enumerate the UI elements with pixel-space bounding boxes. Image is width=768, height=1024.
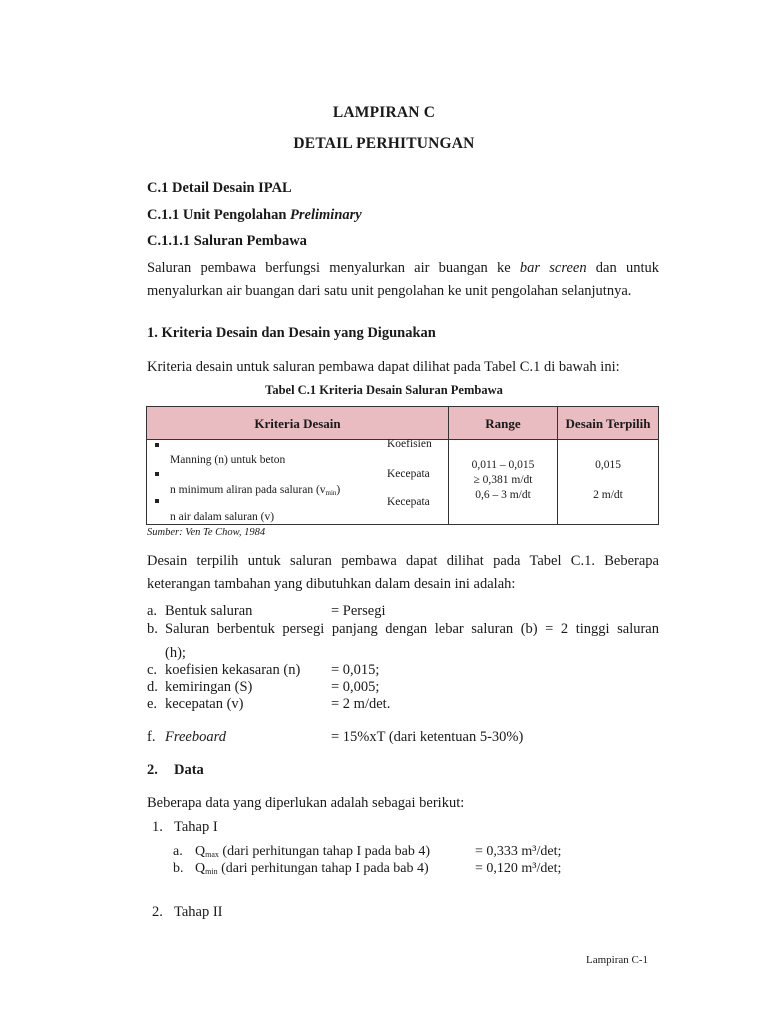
- range-3: 0,6 – 3 m/dt: [475, 489, 531, 501]
- list-label-a: Bentuk saluran: [165, 603, 253, 619]
- tahap1-item-a-marker: a.: [173, 844, 183, 859]
- list-value-a: = Persegi: [331, 603, 386, 619]
- table-caption: Tabel C.1 Kriteria Desain Saluran Pembawa: [265, 383, 503, 397]
- list-label-c: koefisien kekasaran (n): [165, 662, 301, 678]
- tahap1-marker: 1.: [152, 819, 163, 835]
- list-value-e: = 2 m/det.: [331, 696, 391, 712]
- list-marker-b: b.: [147, 621, 158, 637]
- data-intro: Beberapa data yang diperlukan adalah sebagai berikut:: [147, 795, 465, 811]
- list-marker-c: c.: [147, 662, 158, 678]
- criteria-1-word: Koefisien: [387, 438, 432, 450]
- criteria-3-line: n air dalam saluran (v): [170, 511, 275, 523]
- list-marker-d: d.: [147, 679, 158, 695]
- intro-paragraph: Saluran pembawa berfungsi menyalurkan air buangan ke bar screen dan untuk menyalurkan air buangan dari satu unit pengolahan ke unit pengolahan selanjutnya.: [147, 260, 659, 299]
- desain-paragraph: Desain terpilih untuk saluran pembawa dapat dilihat pada Tabel C.1. Beberapa keterangan tambahan yang dibutuhkan dalam desain ini adalah:: [147, 553, 659, 592]
- header-range: Range: [485, 415, 521, 431]
- range-1: 0,011 – 0,015: [471, 459, 535, 471]
- tahap2-marker: 2.: [152, 904, 163, 920]
- list-value-c: = 0,015;: [331, 662, 380, 678]
- criteria-3-word: Kecepata: [387, 496, 430, 508]
- section-heading-c111: C.1.1.1 Saluran Pembawa: [147, 233, 307, 249]
- tahap1-item-b: $Q_{min}$ (dari perhitungan tahap I pada bab 4): [195, 861, 429, 876]
- header-kriteria: Kriteria Desain: [254, 415, 341, 431]
- kriteria-heading: 1. Kriteria Desain dan Desain yang Digunakan: [147, 325, 436, 341]
- list-label-f: Freeboard: [165, 729, 226, 745]
- data-heading-num: 2.: [147, 762, 158, 778]
- list-marker-a: a.: [147, 603, 158, 619]
- bullet: [155, 499, 159, 503]
- tahap1-item-b-value: = 0,120 m³/det;: [475, 861, 562, 876]
- range-2: ≥ 0,381 m/dt: [473, 474, 533, 486]
- criteria-2-line: n minimum aliran pada saluran $(v_{min})$: [170, 484, 341, 497]
- list-cont-b: (h);: [165, 645, 186, 661]
- list-marker-f: f.: [147, 729, 156, 745]
- desain-2: 2 m/dt: [593, 489, 623, 501]
- tahap1-item-b-marker: b.: [173, 861, 184, 876]
- table-source: Sumber: Ven Te Chow, 1984: [147, 527, 266, 538]
- criteria-table: [146, 406, 659, 525]
- list-label-d: kemiringan (S): [165, 679, 253, 695]
- tahap1-item-a: $Q_{max}$ (dari perhitungan tahap I pada bab 4): [195, 844, 430, 859]
- bullet: [155, 443, 159, 447]
- data-heading: Data: [174, 762, 204, 778]
- list-label-e: kecepatan (v): [165, 696, 244, 712]
- desain-1: 0,015: [595, 459, 621, 471]
- page-subtitle: DETAIL PERHITUNGAN: [293, 135, 475, 152]
- page-title: LAMPIRAN C: [332, 104, 436, 121]
- bullet: [155, 472, 159, 476]
- page-footer: Lampiran C-1: [586, 954, 649, 966]
- section-heading-c11: C.1.1 Unit Pengolahan Preliminary: [147, 207, 362, 223]
- list-marker-e: e.: [147, 696, 158, 712]
- list-label-b: Saluran berbentuk persegi panjang dengan lebar saluran (b) = 2 tinggi saluran: [165, 621, 659, 637]
- criteria-2-word: Kecepata: [387, 468, 430, 480]
- kriteria-intro: Kriteria desain untuk saluran pembawa dapat dilihat pada Tabel C.1 di bawah ini:: [147, 359, 620, 375]
- header-desain: Desain Terpilih: [565, 415, 651, 431]
- tahap1-item-a-value: = 0,333 m³/det;: [475, 844, 562, 859]
- tahap1-label: Tahap I: [174, 819, 218, 835]
- tahap2-label: Tahap II: [174, 904, 223, 920]
- criteria-1-line: Manning (n) untuk beton: [170, 454, 286, 466]
- section-heading-c1: C.1 Detail Desain IPAL: [147, 180, 292, 196]
- list-value-f: = 15%xT (dari ketentuan 5-30%): [331, 729, 524, 745]
- list-value-d: = 0,005;: [331, 679, 380, 695]
